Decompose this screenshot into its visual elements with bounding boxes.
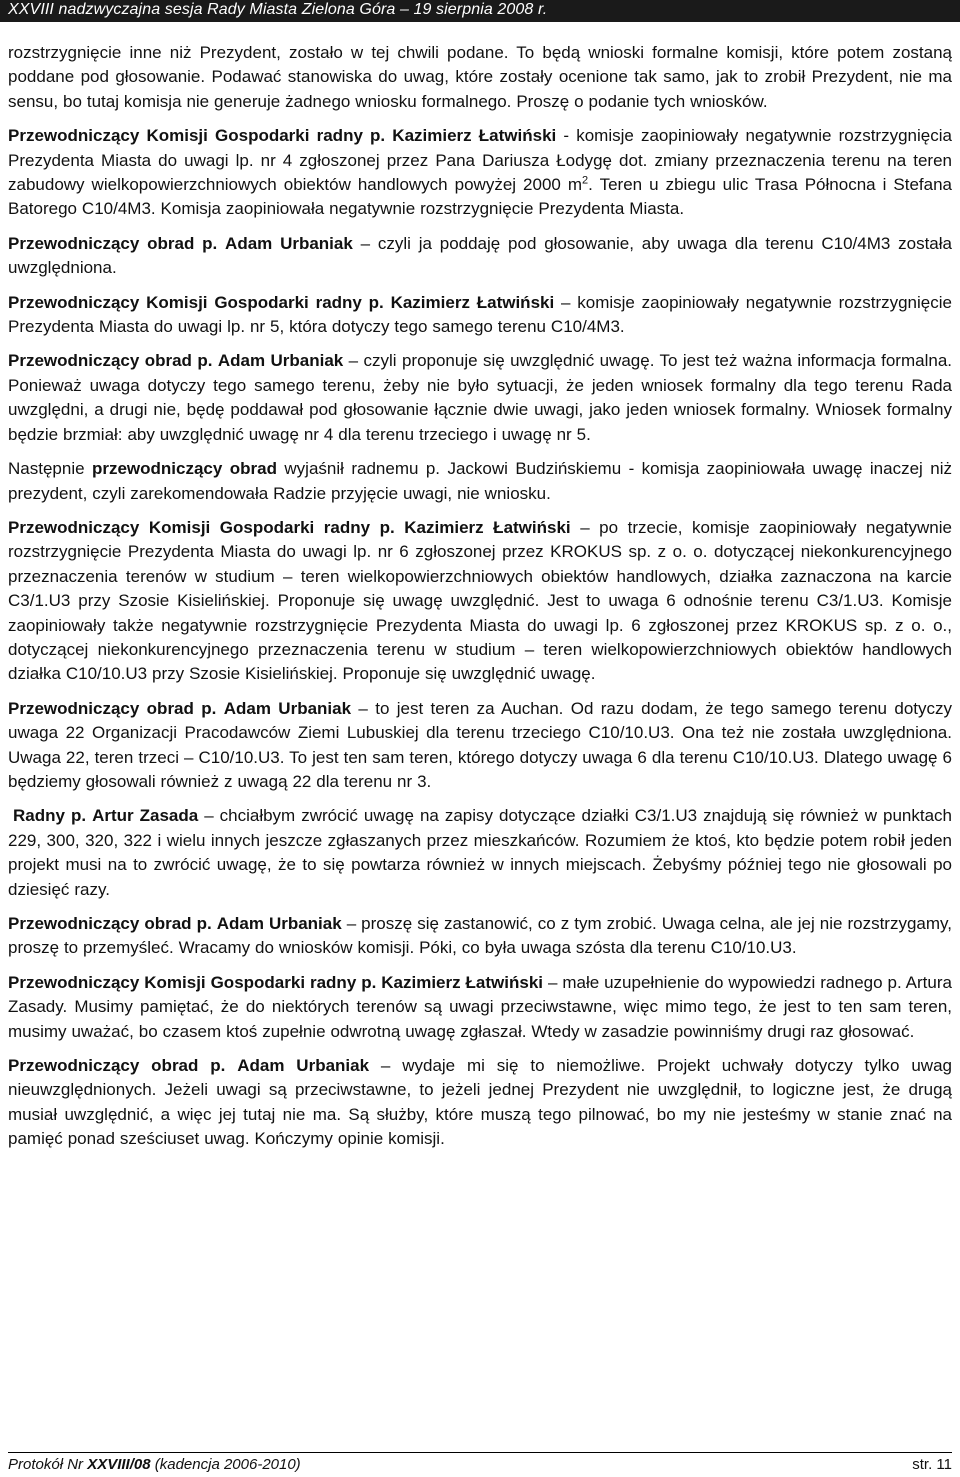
- speaker-role: Przewodniczący obrad p.: [8, 233, 218, 253]
- paragraph-text: – proszę się zastanowić, co z tym zrobić. Uwaga celna, ale jej nie rozstrzygamy, proszę to przemyśleć. Wracamy do wniosków komisji. Póki, co była uwaga szósta dla terenu C10/10.U3.: [8, 914, 952, 958]
- speaker-name: Adam Urbaniak: [237, 1056, 370, 1076]
- paragraph: [8, 41, 952, 114]
- paragraph-text: – czyli proponuje się uwzględnić uwagę. To jest też ważna informacja formalna. Ponieważ uwaga dotyczy tego samego terenu, żeby nie było sytuacji, że jeden wniosek formalny dla tego terenu Rada uwzględni, a drugi nie, będę poddawał pod głosowanie łącznie dwie uwagi, jako jeden wniosek formalny. Wniosek formalny będzie brzmiał: aby uwzględnić uwagę nr 4 dla terenu trzeciego i uwagę nr 5.: [8, 351, 952, 444]
- paragraph: [8, 291, 952, 340]
- speaker-name: Kazimierz Łatwiński: [381, 972, 544, 992]
- speaker-name: Kazimierz Łatwiński: [404, 517, 571, 537]
- paragraph: [8, 697, 952, 795]
- paragraph: [8, 804, 952, 902]
- paragraph-text: rozstrzygnięcie inne niż Prezydent, zostało w tej chwili podane. To będą wnioski formalne komisji, które potem zostaną poddane pod głosowanie. Podawać stanowiska do uwag, które zostały ocenione tak samo, jak to zrobił Prezydent, nie ma sensu, bo tutaj komisja nie generuje żadnego wniosku formalnego. Proszę o podanie tych wniosków.: [8, 43, 952, 111]
- speaker-role: Przewodniczący obrad p.: [8, 1056, 226, 1076]
- paragraph: [8, 912, 952, 961]
- footer-doc-prefix: Protokół Nr: [8, 1456, 88, 1473]
- header-bar: [0, 0, 960, 22]
- paragraph-text: – chciałbym zwrócić uwagę na zapisy dotyczące działki C3/1.U3 znajdują się również w punktach 229, 300, 320, 322 i wielu innych jeszcze zgłaszanych przez mieszkańców. Rozumiem że ktoś, kto będzie potem robił jeden projekt musi na to zwrócić uwagę, że to się powtarza również w innych miejscach. Żebyśmy później tego nie głosowali po dziesięć razy.: [8, 806, 952, 899]
- speaker-role: Przewodniczący Komisji Gospodarki radny p.: [8, 292, 384, 312]
- speaker-name: Kazimierz Łatwiński: [390, 292, 555, 312]
- paragraph: [8, 232, 952, 281]
- footer-doc-suffix: (kadencja 2006-2010): [150, 1456, 301, 1473]
- footer-divider: [8, 1452, 952, 1453]
- speaker-name: Adam Urbaniak: [225, 233, 353, 253]
- speaker-name: Artur Zasada: [92, 806, 199, 826]
- document-body: [8, 41, 952, 1162]
- paragraph-text: – wydaje mi się to niemożliwe. Projekt uchwały dotyczy tylko uwag nieuwzględnionych. Jeżeli uwagi są przeciwstawne, to jeżeli jednej Prezydent nie uwzględnił, to logiczne jest, że drugą musiał uwzględnić, a więc jej tutaj nie ma. Są służby, które muszą tego pilnować, bo my nie jesteśmy w stanie znać na pamięć ponad sześciuset uwag. Kończymy opinie komisji.: [8, 1056, 952, 1149]
- speaker-role: Przewodniczący obrad p.: [8, 914, 212, 933]
- superscript: 2: [582, 174, 589, 187]
- paragraph-text: – małe uzupełnienie do wypowiedzi radnego p. Artura Zasady. Musimy pamiętać, że do niektórych terenów są uwagi przeciwstawne, więc mimo tego, że jest to ten sam teren, musimy uważać, bo czasem ktoś zupełnie odwrotną uwagę zgłaszał. Wtedy w zasadzie powinniśmy drugi raz głosować.: [8, 972, 952, 1041]
- paragraph: [8, 1054, 952, 1152]
- speaker-role: Przewodniczący obrad p.: [8, 698, 217, 718]
- paragraph: [8, 457, 952, 506]
- paragraph: [8, 516, 952, 687]
- paragraph-text: . Teren u zbiegu ulic Trasa Północna i Stefana Batorego C10/4M3. Komisja zaopiniowała negatywnie rozstrzygnięcie Prezydenta Miasta.: [8, 175, 952, 219]
- header-title: XXVIII nadzwyczajna sesja Rady Miasta Zielona Góra – 19 sierpnia 2008 r.: [8, 1, 548, 18]
- speaker-role: Przewodniczący obrad p.: [8, 351, 213, 371]
- speaker-name: Adam Urbaniak: [223, 698, 352, 718]
- paragraph-text: – po trzecie, komisje zaopiniowały negatywnie rozstrzygnięcie Prezydenta Miasta do uwagi lp. nr 6 zgłoszonej przez KROKUS sp. z o. o. dotyczącej niekonkurencyjnego przeznaczenia terenów w studium – teren wielkopowierzchniowych obiektów handlowych, działka zaznaczona na karcie C3/1.U3 przy Szosie Kisielińskiej. Proponuje się uwagę uwzględnić. Jest to uwaga 6 odnośnie terenu C3/1.U3. Komisje zaopiniowały także negatywnie rozstrzygnięcie Prezydenta Miasta do uwagi lp. 6 zgłoszonej przez KROKUS sp. z o. o., dotyczącej niekonkurencyjnego przeznaczenia terenu w studium – teren wielkopowierzchniowych obiektów handlowych działka C10/10.U3 przy Szosie Kisielińskiej. Proponuje się uwzględnić uwagę.: [8, 517, 952, 684]
- page-number: str. 11: [912, 1456, 952, 1473]
- speaker-role: Przewodniczący Komisji Gospodarki radny p.: [8, 972, 377, 992]
- paragraph: [8, 349, 952, 447]
- speaker-role: Przewodniczący Komisji Gospodarki radny p.: [8, 517, 395, 537]
- speaker-name: Kazimierz Łatwiński: [392, 126, 557, 146]
- speaker-name: Adam Urbaniak: [216, 914, 342, 933]
- paragraph-text: – komisje zaopiniowały negatywnie rozstrzygnięcie Prezydenta Miasta do uwagi lp. nr 5, która dotyczy tego samego terenu C10/4M3.: [8, 292, 952, 337]
- paragraph-text: – czyli ja poddaję pod głosowanie, aby uwaga dla terenu C10/4M3 została uwzględniona.: [8, 233, 952, 278]
- speaker-role: Przewodniczący Komisji Gospodarki radny p.: [8, 126, 386, 146]
- paragraph-text: wyjaśnił radnemu p. Jackowi Budzińskiemu - komisja zaopiniowała uwagę inaczej niż prezydent, czyli zarekomendowała Radzie przyjęcie uwagi, nie wniosku.: [8, 459, 952, 503]
- paragraph: [8, 971, 952, 1044]
- speaker-role: Radny p.: [13, 806, 87, 826]
- speaker-name: Adam Urbaniak: [217, 351, 344, 371]
- paragraph-text: - komisje zaopiniowały negatywnie rozstrzygnięcia Prezydenta Miasta do uwagi lp. nr 4 zgłoszonej przez Pana Dariusza Łodygę dot. zmiany przeznaczenia terenu na teren zabudowy wielkopowierzchniowych obiektów handlowych powyżej 2000 m: [8, 126, 952, 195]
- footer-document-reference: [8, 1456, 301, 1473]
- paragraph-prefix: Następnie: [8, 459, 92, 479]
- paragraph: [8, 124, 952, 222]
- paragraph-text: – to jest teren za Auchan. Od razu dodam, że tego samego terenu dotyczy uwaga 22 Organizacji Pracodawców Ziemi Lubuskiej dla terenu trzeciego C10/10.U3. Ona też nie została uwzględniona. Uwaga 22, teren trzeci – C10/10.U3. To jest ten sam teren, którego dotyczy uwaga 6 dla terenu C10/10.U3. Dlatego uwagę 6 będziemy głosowali również z uwagą 22 dla terenu nr 3.: [8, 698, 952, 791]
- speaker-role: przewodniczący obrad: [91, 459, 277, 479]
- footer-doc-number: XXVIII/08: [87, 1456, 151, 1473]
